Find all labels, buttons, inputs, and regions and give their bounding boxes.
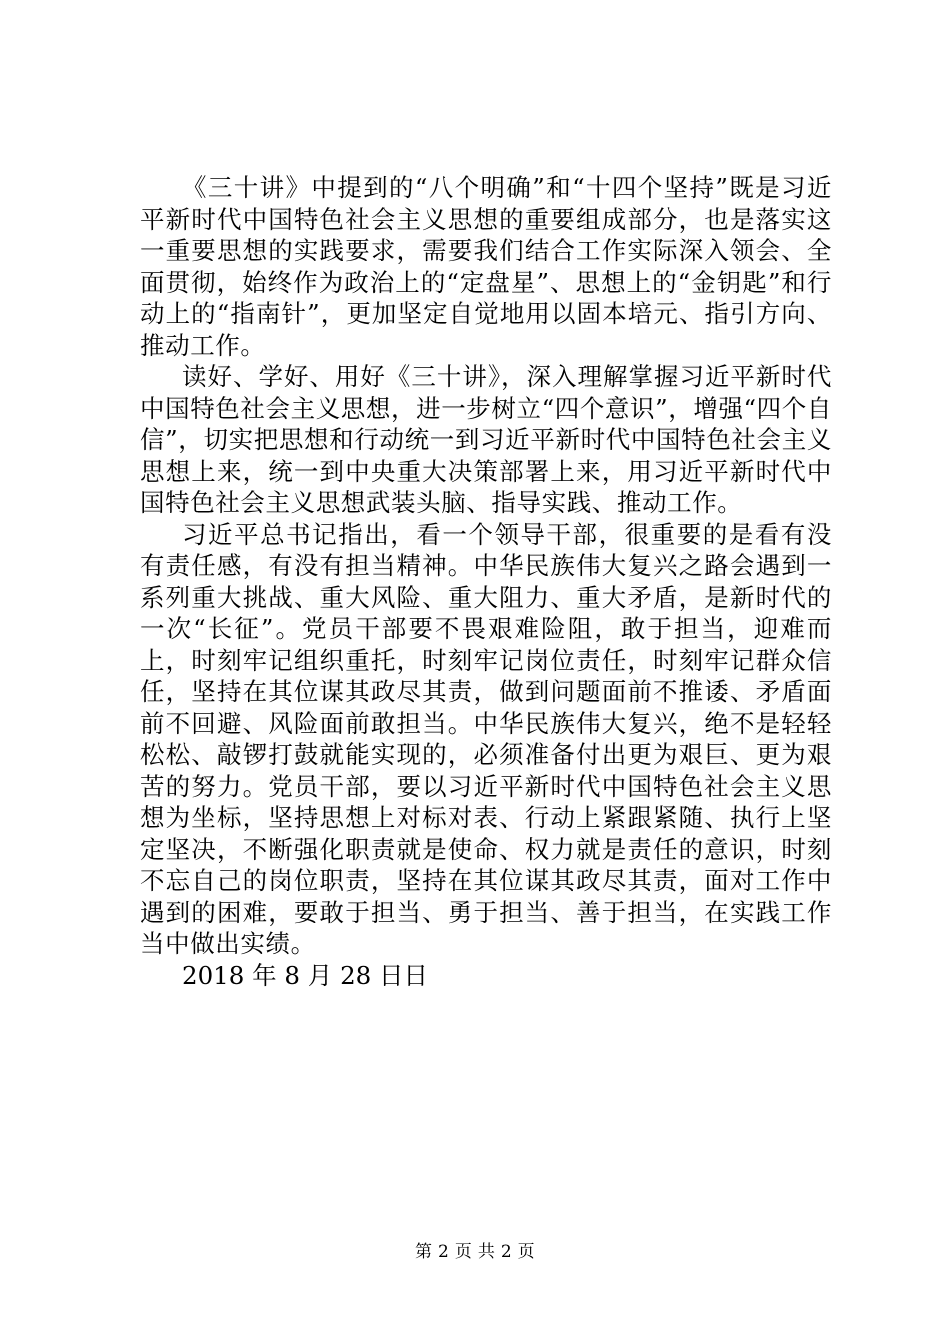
paragraph-2: 读好、学好、用好《三十讲》，深入理解掌握习近平新时代中国特色社会主义思想，进一步树立“四个意识”，增强“四个自信”，切实把思想和行动统一到习近平新时代中国特色社会主义思想上来，统一到中央重大决策部署上来，用习近平新时代中国特色社会主义思想武装头脑、指导实践、推动工作。 (140, 362, 832, 517)
paragraph-3: 习近平总书记指出，看一个领导干部，很重要的是看有没有责任感，有没有担当精神。中华民族伟大复兴之路会遇到一系列重大挑战、重大风险、重大阻力、重大矛盾，是新时代的一次“长征”。党员干部要不畏艰难险阻，敢于担当，迎难而上，时刻牢记组织重托，时刻牢记岗位责任，时刻牢记群众信任，坚持在其位谋其政尽其责，做到问题面前不推诿、矛盾面前不回避、风险面前敢担当。中华民族伟大复兴，绝不是轻轻松松、敲锣打鼓就能实现的，必须准备付出更为艰巨、更为艰苦的努力。党员干部，要以习近平新时代中国特色社会主义思想为坐标，坚持思想上对标对表、行动上紧跟紧随、执行上坚定坚决，不断强化职责就是使命、权力就是责任的意识，时刻不忘自己的岗位职责，坚持在其位谋其政尽其责，面对工作中遇到的困难，要敢于担当、勇于担当、善于担当，在实践工作当中做出实绩。 (140, 519, 832, 958)
paragraph-1: 《三十讲》中提到的“八个明确”和“十四个坚持”既是习近平新时代中国特色社会主义思想的重要组成部分，也是落实这一重要思想的实践要求，需要我们结合工作实际深入领会、全面贯彻，始终作为政治上的“定盘星”、思想上的“金钥匙”和行动上的“指南针”，更加坚定自觉地用以固本培元、指引方向、推动工作。 (140, 173, 832, 360)
document-body (140, 172, 832, 991)
page-footer: 第 2 页 共 2 页 (415, 1242, 535, 1262)
document-date: 2018 年 8 月 28 日日 (182, 960, 429, 990)
